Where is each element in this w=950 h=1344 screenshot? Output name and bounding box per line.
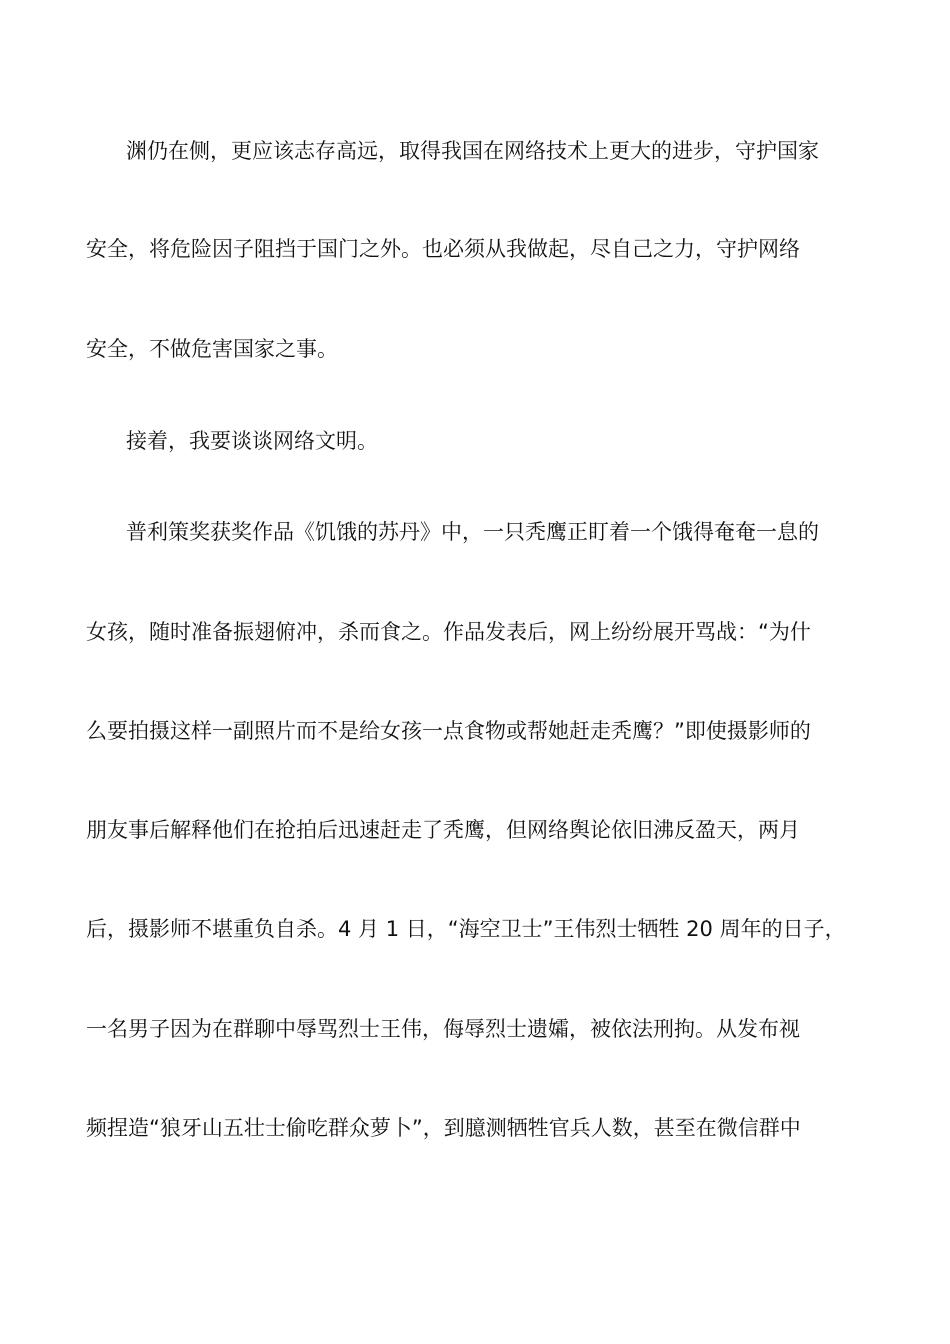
text-line: 普利策奖获奖作品《饥饿的苏丹》中，一只秃鹰正盯着一个饿得奄奄一息的 xyxy=(126,520,819,544)
text-line: 么要拍摄这样一副照片而不是给女孩一点食物或帮她赶走秃鹰？”即使摄影师的 xyxy=(86,719,811,743)
text-line: 女孩，随时准备振翅俯冲，杀而食之。作品发表后，网上纷纷展开骂战：“为什 xyxy=(86,620,811,644)
text-line: 一名男子因为在群聊中辱骂烈士王伟，侮辱烈士遗孀，被依法刑拘。从发布视 xyxy=(86,1017,800,1041)
text-line: 后，摄影师不堪重负自杀。4 月 1 日，“海空卫士”王伟烈士牺牲 20 周年的日子， xyxy=(86,917,846,941)
text-line: 频捏造“狼牙山五壮士偷吃群众萝卜”，到臆测牺牲官兵人数，甚至在微信群中 xyxy=(86,1116,801,1140)
text-line: 接着，我要谈谈网络文明。 xyxy=(126,429,378,453)
text-line: 安全，不做危害国家之事。 xyxy=(86,337,338,361)
text-line: 渊仍在侧，更应该志存高远，取得我国在网络技术上更大的进步，守护国家 xyxy=(126,139,819,163)
text-line: 朋友事后解释他们在抢拍后迅速赶走了秃鹰，但网络舆论依旧沸反盈天，两月 xyxy=(86,818,800,842)
text-line: 安全，将危险因子阻挡于国门之外。也必须从我做起，尽自己之力，守护网络 xyxy=(86,237,800,261)
